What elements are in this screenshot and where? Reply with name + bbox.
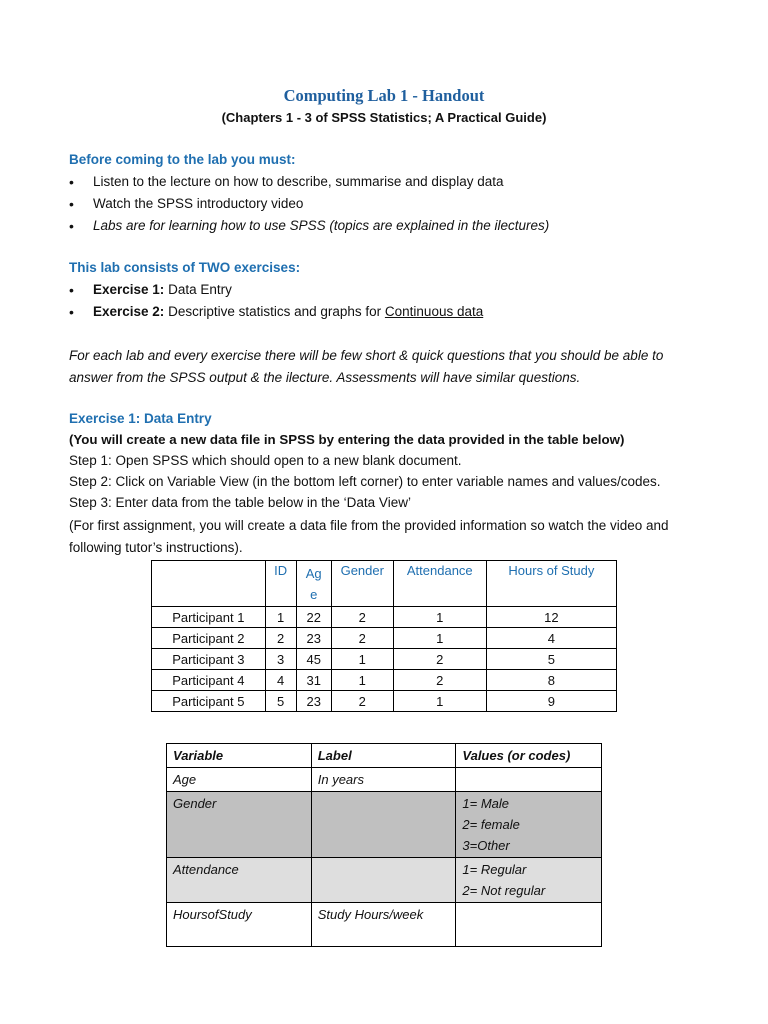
age-cell: 23 bbox=[296, 628, 331, 649]
bullet-icon: • bbox=[69, 218, 74, 234]
table-row bbox=[152, 649, 617, 670]
bullet-icon: • bbox=[69, 174, 74, 190]
variable-cell: Gender bbox=[167, 792, 312, 858]
value-code: 2= Not regular bbox=[462, 883, 546, 898]
age-cell: 31 bbox=[296, 670, 331, 691]
header-cell bbox=[152, 561, 266, 607]
variable-cell: Attendance bbox=[167, 858, 312, 903]
age-cell: 23 bbox=[296, 691, 331, 712]
header-cell: Gender bbox=[331, 561, 393, 607]
data-table bbox=[151, 560, 617, 712]
hours-cell: 4 bbox=[486, 628, 616, 649]
table-row bbox=[167, 792, 602, 858]
page-subtitle: (Chapters 1 - 3 of SPSS Statistics; A Practical Guide) bbox=[221, 110, 547, 125]
variable-cell: Age bbox=[167, 768, 312, 792]
gender-cell: 1 bbox=[331, 670, 393, 691]
table-row bbox=[152, 691, 617, 712]
table-row bbox=[167, 903, 602, 947]
table-row bbox=[152, 628, 617, 649]
bullet-icon: • bbox=[69, 282, 74, 298]
step-line: Step 3: Enter data from the table below in the ‘Data View’ bbox=[69, 495, 411, 510]
table-row bbox=[152, 670, 617, 691]
hours-cell: 12 bbox=[486, 607, 616, 628]
exercise1-heading: Exercise 1: Data Entry bbox=[69, 411, 212, 426]
id-cell: 4 bbox=[265, 670, 296, 691]
gender-cell: 2 bbox=[331, 607, 393, 628]
attendance-cell: 1 bbox=[393, 628, 486, 649]
data-table-header-row bbox=[152, 561, 617, 607]
header-cell: Hours of Study bbox=[486, 561, 616, 607]
bullet-icon: • bbox=[69, 196, 74, 212]
values-cell bbox=[456, 903, 602, 947]
table-row bbox=[167, 858, 602, 903]
exercise-text: Data Entry bbox=[164, 282, 232, 297]
header-cell: Variable bbox=[167, 744, 312, 768]
exercise1-instruction: (You will create a new data file in SPSS by entering the data provided in the table below) bbox=[69, 432, 625, 447]
participant-cell: Participant 3 bbox=[152, 649, 266, 670]
hours-cell: 5 bbox=[486, 649, 616, 670]
exercise-text: Descriptive statistics and graphs for bbox=[164, 304, 385, 319]
hours-cell: 8 bbox=[486, 670, 616, 691]
id-cell: 5 bbox=[265, 691, 296, 712]
before-item-text: Watch the SPSS introductory video bbox=[93, 196, 304, 211]
values-cell bbox=[456, 792, 602, 858]
header-cell: Label bbox=[311, 744, 456, 768]
before-heading: Before coming to the lab you must: bbox=[69, 152, 296, 167]
before-item-text: Listen to the lecture on how to describe, summarise and display data bbox=[93, 174, 504, 189]
attendance-cell: 1 bbox=[393, 607, 486, 628]
hours-cell: 9 bbox=[486, 691, 616, 712]
before-item-text: Labs are for learning how to use SPSS (topics are explained in the ilectures) bbox=[93, 218, 550, 233]
value-code: 3=Other bbox=[462, 838, 510, 853]
continuous-data-underlined: Continuous data bbox=[384, 304, 484, 319]
variable-table bbox=[166, 743, 602, 947]
variable-cell: HoursofStudy bbox=[167, 903, 312, 947]
age-cell: 22 bbox=[296, 607, 331, 628]
exercise1-note: (For first assignment, you will create a data file from the provided information so watch the video and following tutor’s instructions). bbox=[69, 518, 669, 555]
table-row bbox=[167, 768, 602, 792]
note-paragraph: For each lab and every exercise there will be few short & quick questions that you should be able to answer from the SPSS output & the ilecture. Assessments will have similar questions. bbox=[69, 348, 664, 385]
participant-cell: Participant 5 bbox=[152, 691, 266, 712]
value-code: 2= female bbox=[462, 817, 520, 832]
label-cell: Study Hours/week bbox=[311, 903, 456, 947]
id-cell: 1 bbox=[265, 607, 296, 628]
values-cell bbox=[456, 858, 602, 903]
variable-table-header-row bbox=[167, 744, 602, 768]
page-title: Computing Lab 1 - Handout bbox=[283, 86, 485, 105]
attendance-cell: 2 bbox=[393, 670, 486, 691]
age-cell: 45 bbox=[296, 649, 331, 670]
bullet-icon: • bbox=[69, 304, 74, 320]
participant-cell: Participant 1 bbox=[152, 607, 266, 628]
id-cell: 3 bbox=[265, 649, 296, 670]
gender-cell: 2 bbox=[331, 691, 393, 712]
header-cell: Ag e bbox=[296, 561, 331, 607]
value-code: 1= Regular bbox=[462, 862, 527, 877]
participant-cell: Participant 4 bbox=[152, 670, 266, 691]
attendance-cell: 1 bbox=[393, 691, 486, 712]
header-cell: Values (or codes) bbox=[456, 744, 602, 768]
attendance-cell: 2 bbox=[393, 649, 486, 670]
value-code: 1= Male bbox=[462, 796, 510, 811]
step-line: Step 2: Click on Variable View (in the bottom left corner) to enter variable names and values/codes. bbox=[69, 474, 661, 489]
header-cell: ID bbox=[265, 561, 296, 607]
consists-heading: This lab consists of TWO exercises: bbox=[69, 260, 301, 275]
header-cell: Attendance bbox=[393, 561, 486, 607]
table-row bbox=[152, 607, 617, 628]
step-line: Step 1: Open SPSS which should open to a new blank document. bbox=[69, 453, 462, 468]
exercise-label: Exercise 2: bbox=[93, 304, 165, 319]
participant-cell: Participant 2 bbox=[152, 628, 266, 649]
exercise-label: Exercise 1: bbox=[93, 282, 165, 297]
id-cell: 2 bbox=[265, 628, 296, 649]
gender-cell: 1 bbox=[331, 649, 393, 670]
label-cell bbox=[311, 858, 456, 903]
label-cell: In years bbox=[311, 768, 456, 792]
values-cell bbox=[456, 768, 602, 792]
label-cell bbox=[311, 792, 456, 858]
gender-cell: 2 bbox=[331, 628, 393, 649]
